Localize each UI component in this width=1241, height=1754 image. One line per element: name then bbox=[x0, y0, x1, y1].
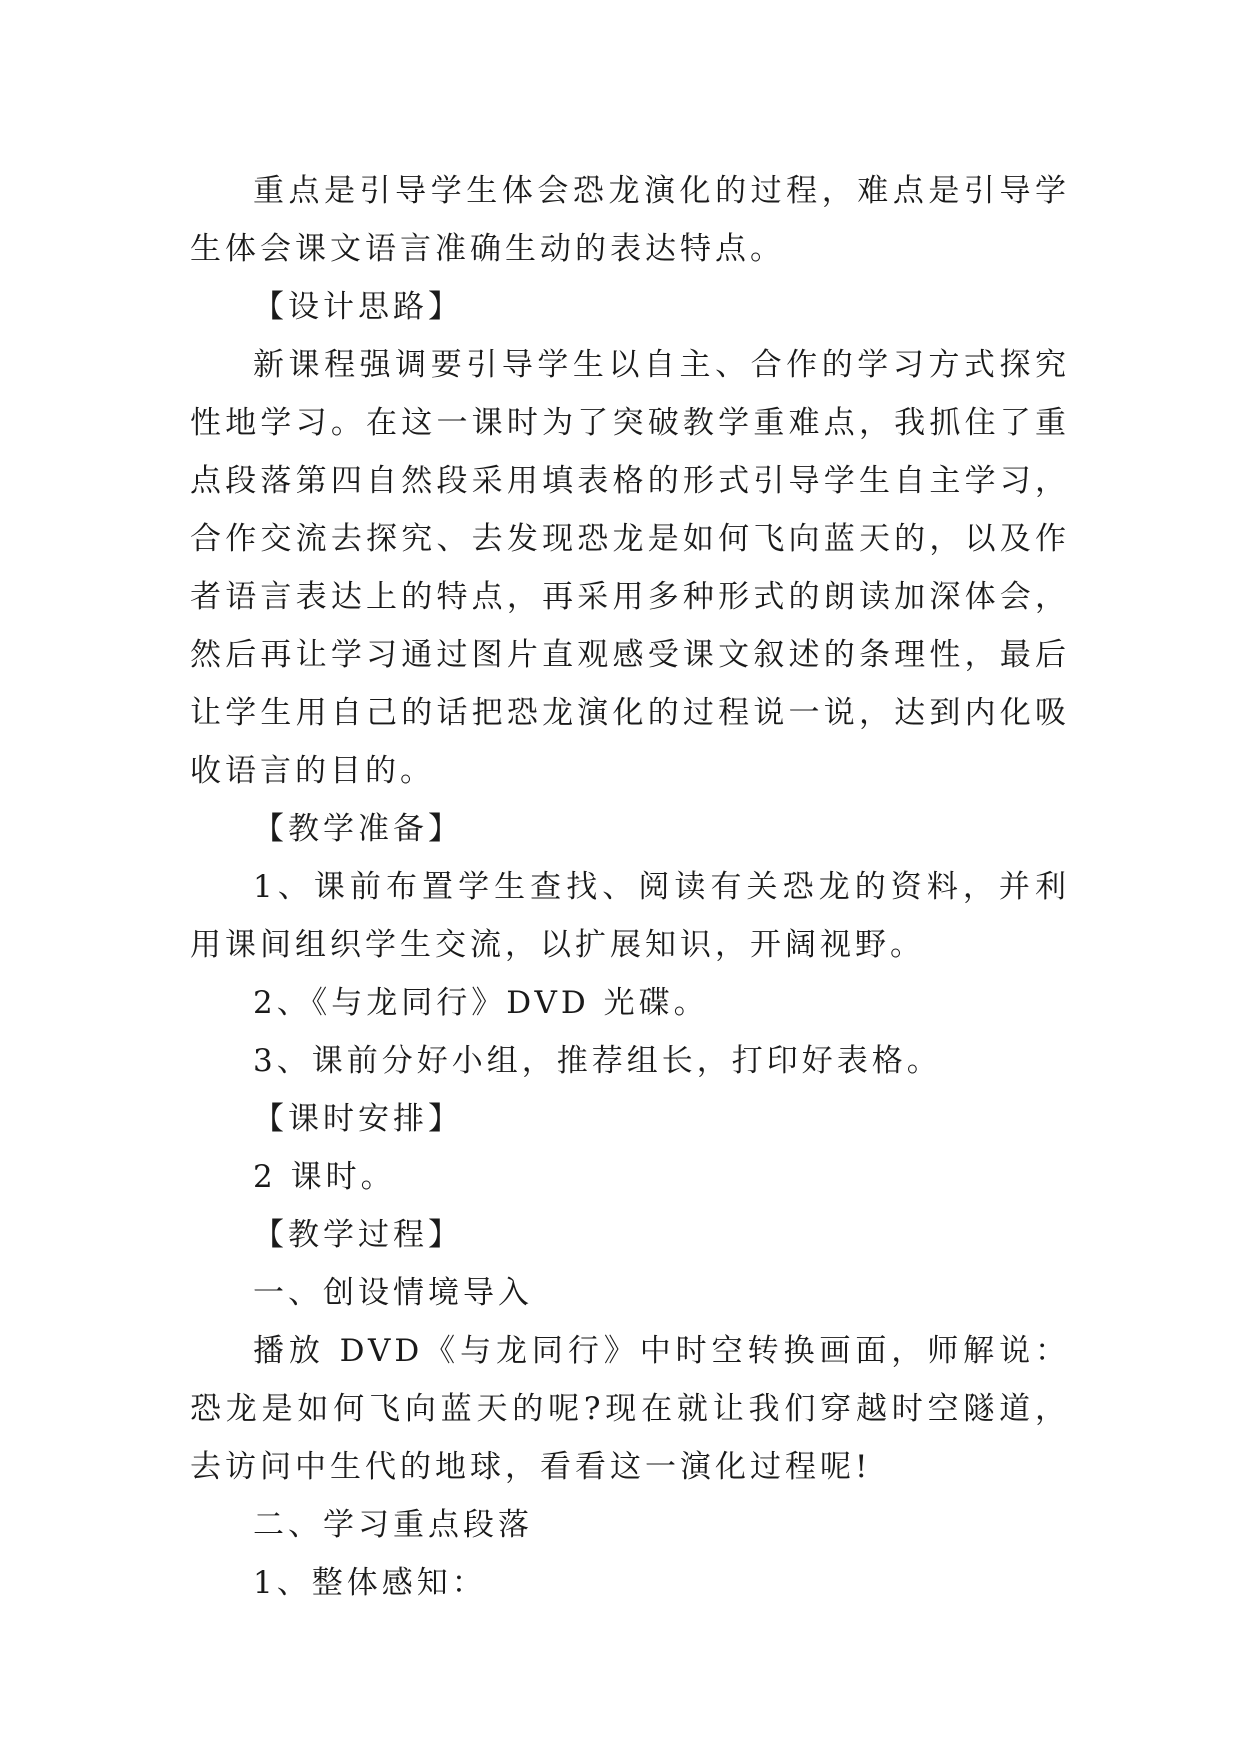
paragraph-step-1-body: 播放 DVD《与龙同行》中时空转换画面，师解说：恐龙是如何飞向蓝天的呢?现在就让我们穿越时空隧道，去访问中生代的地球，看看这一演化过程呢! bbox=[190, 1333, 1070, 1485]
heading-teaching-prep: 【教学准备】 bbox=[253, 811, 463, 847]
paragraph-prep-3: 3、课前分好小组，推荐组长，打印好表格。 bbox=[253, 1043, 942, 1079]
paragraph-schedule: 2 课时。 bbox=[253, 1159, 396, 1195]
paragraph-prep-1: 1、课前布置学生查找、阅读有关恐龙的资料，并利用课间组织学生交流，以扩展知识，开阔视野。 bbox=[190, 869, 1070, 963]
heading-teaching-process: 【教学过程】 bbox=[253, 1217, 463, 1253]
paragraph-step-1-title: 一、创设情境导入 bbox=[253, 1275, 533, 1311]
heading-design-idea: 【设计思路】 bbox=[253, 289, 463, 325]
document-body bbox=[190, 162, 1070, 1612]
paragraph-step-2-1: 1、整体感知： bbox=[253, 1565, 487, 1601]
paragraph-prep-2: 2、《与龙同行》DVD 光碟。 bbox=[253, 985, 709, 1021]
paragraph-step-2-title: 二、学习重点段落 bbox=[253, 1507, 533, 1543]
paragraph-key-points: 重点是引导学生体会恐龙演化的过程，难点是引导学生体会课文语言准确生动的表达特点。 bbox=[190, 173, 1070, 267]
paragraph-design-idea: 新课程强调要引导学生以自主、合作的学习方式探究性地学习。在这一课时为了突破教学重难点，我抓住了重点段落第四自然段采用填表格的形式引导学生自主学习，合作交流去探究、去发现恐龙是如何飞向蓝天的，以及作者语言表达上的特点，再采用多种形式的朗读加深体会，然后再让学习通过图片直观感受课文叙述的条理性，最后让学生用自己的话把恐龙演化的过程说一说，达到内化吸收语言的目的。 bbox=[190, 347, 1070, 789]
heading-schedule: 【课时安排】 bbox=[253, 1101, 463, 1137]
